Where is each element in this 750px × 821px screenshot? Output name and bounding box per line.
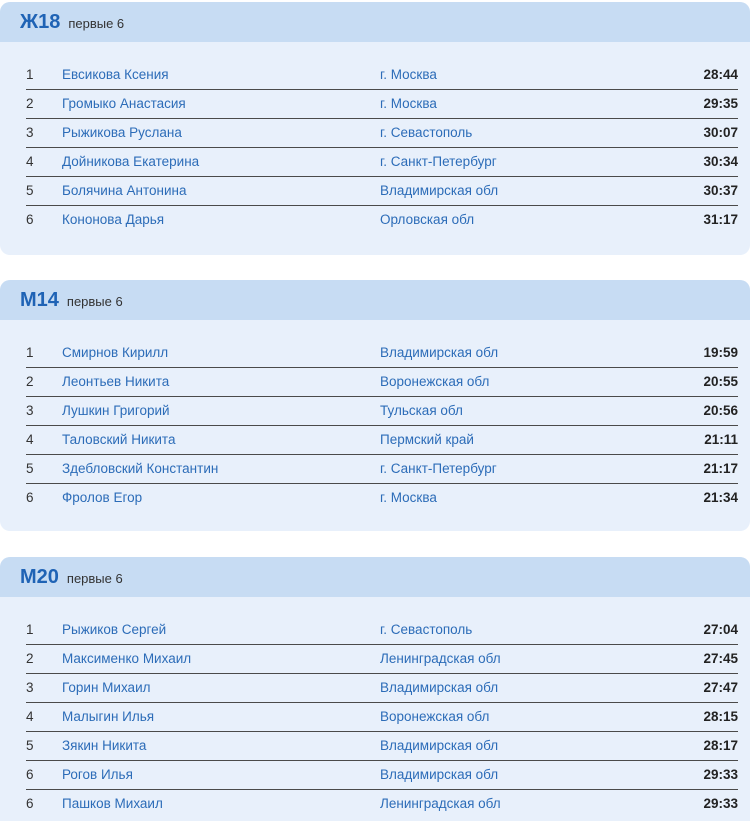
region-cell: Владимирская обл <box>380 767 499 782</box>
athlete-name-link[interactable]: Смирнов Кирилл <box>62 345 169 360</box>
place-cell: 5 <box>26 461 34 476</box>
athlete-name-link[interactable]: Болячина Антонина <box>62 183 187 198</box>
time-cell: 28:44 <box>703 67 738 82</box>
group-code: М14 <box>20 288 59 311</box>
region-cell: Ленинградская обл <box>380 651 501 666</box>
result-row <box>26 732 738 761</box>
time-cell: 31:17 <box>703 212 738 227</box>
place-cell: 3 <box>26 680 34 695</box>
region-cell: Воронежская обл <box>380 374 490 389</box>
place-cell: 6 <box>26 490 34 505</box>
place-cell: 3 <box>26 403 34 418</box>
athlete-name-link[interactable]: Здебловский Константин <box>62 461 219 476</box>
result-row <box>26 616 738 645</box>
group-header <box>0 557 750 597</box>
result-row <box>26 397 738 426</box>
region-cell: г. Москва <box>380 67 437 82</box>
region-cell: Орловская обл <box>380 212 475 227</box>
result-row <box>26 761 738 790</box>
group-subtitle: первые 6 <box>66 293 123 309</box>
time-cell: 28:17 <box>703 738 738 753</box>
region-cell: Владимирская обл <box>380 738 499 753</box>
place-cell: 5 <box>26 738 34 753</box>
time-cell: 29:33 <box>703 796 738 811</box>
result-row <box>26 206 738 235</box>
region-cell: г. Севастополь <box>380 125 473 140</box>
time-cell: 29:35 <box>703 96 738 111</box>
time-cell: 19:59 <box>703 345 738 360</box>
athlete-name-link[interactable]: Рыжикова Руслана <box>62 125 182 140</box>
time-cell: 30:34 <box>703 154 738 169</box>
region-cell: г. Севастополь <box>380 622 473 637</box>
region-cell: г. Санкт-Петербург <box>380 154 497 169</box>
athlete-name-link[interactable]: Рыжиков Сергей <box>62 622 167 637</box>
result-row <box>26 790 738 819</box>
time-cell: 30:37 <box>703 183 738 198</box>
place-cell: 1 <box>26 67 34 82</box>
time-cell: 27:04 <box>703 622 738 637</box>
time-cell: 29:33 <box>703 767 738 782</box>
group-code: Ж18 <box>20 10 61 33</box>
region-cell: г. Санкт-Петербург <box>380 461 497 476</box>
region-cell: Воронежская обл <box>380 709 490 724</box>
region-cell: Владимирская обл <box>380 345 499 360</box>
place-cell: 1 <box>26 622 34 637</box>
result-row <box>26 368 738 397</box>
athlete-name-link[interactable]: Фролов Егор <box>62 490 143 505</box>
place-cell: 6 <box>26 767 34 782</box>
athlete-name-link[interactable]: Кононова Дарья <box>62 212 165 227</box>
athlete-name-link[interactable]: Евсикова Ксения <box>62 67 169 82</box>
results-table <box>0 597 750 819</box>
group-card <box>0 2 750 255</box>
result-row <box>26 426 738 455</box>
result-row <box>26 177 738 206</box>
result-row <box>26 119 738 148</box>
group-subtitle: первые 6 <box>68 15 125 31</box>
result-row <box>26 90 738 119</box>
region-cell: Владимирская обл <box>380 680 499 695</box>
results-table <box>0 42 750 235</box>
region-cell: Ленинградская обл <box>380 796 501 811</box>
place-cell: 2 <box>26 374 34 389</box>
place-cell: 6 <box>26 212 34 227</box>
group-header <box>0 2 750 42</box>
group-card <box>0 557 750 821</box>
place-cell: 6 <box>26 796 34 811</box>
region-cell: Владимирская обл <box>380 183 499 198</box>
group-subtitle: первые 6 <box>66 570 123 586</box>
time-cell: 21:11 <box>704 432 738 447</box>
athlete-name-link[interactable]: Леонтьев Никита <box>62 374 170 389</box>
place-cell: 2 <box>26 651 34 666</box>
time-cell: 27:45 <box>703 651 738 666</box>
athlete-name-link[interactable]: Горин Михаил <box>62 680 151 695</box>
time-cell: 27:47 <box>703 680 738 695</box>
athlete-name-link[interactable]: Максименко Михаил <box>62 651 192 666</box>
athlete-name-link[interactable]: Дойникова Екатерина <box>62 154 200 169</box>
region-cell: Тульская обл <box>380 403 463 418</box>
result-row <box>26 148 738 177</box>
result-row <box>26 455 738 484</box>
time-cell: 28:15 <box>703 709 738 724</box>
place-cell: 4 <box>26 432 34 447</box>
result-row <box>26 339 738 368</box>
time-cell: 21:17 <box>703 461 738 476</box>
athlete-name-link[interactable]: Малыгин Илья <box>62 709 155 724</box>
athlete-name-link[interactable]: Пашков Михаил <box>62 796 163 811</box>
place-cell: 5 <box>26 183 34 198</box>
result-row <box>26 703 738 732</box>
athlete-name-link[interactable]: Лушкин Григорий <box>62 403 170 418</box>
place-cell: 3 <box>26 125 34 140</box>
place-cell: 4 <box>26 154 34 169</box>
result-row <box>26 645 738 674</box>
time-cell: 20:55 <box>703 374 738 389</box>
results-table <box>0 320 750 513</box>
time-cell: 30:07 <box>703 125 738 140</box>
result-row <box>26 484 738 513</box>
time-cell: 21:34 <box>703 490 738 505</box>
region-cell: г. Москва <box>380 490 437 505</box>
group-code: М20 <box>20 565 59 588</box>
athlete-name-link[interactable]: Громыко Анастасия <box>62 96 186 111</box>
athlete-name-link[interactable]: Зякин Никита <box>62 738 147 753</box>
result-row <box>26 674 738 703</box>
place-cell: 1 <box>26 345 34 360</box>
athlete-name-link[interactable]: Рогов Илья <box>62 767 133 782</box>
time-cell: 20:56 <box>703 403 738 418</box>
region-cell: г. Москва <box>380 96 437 111</box>
athlete-name-link[interactable]: Таловский Никита <box>62 432 176 447</box>
group-card <box>0 280 750 531</box>
result-row <box>26 61 738 90</box>
place-cell: 2 <box>26 96 34 111</box>
group-header <box>0 280 750 320</box>
place-cell: 4 <box>26 709 34 724</box>
region-cell: Пермский край <box>380 432 474 447</box>
